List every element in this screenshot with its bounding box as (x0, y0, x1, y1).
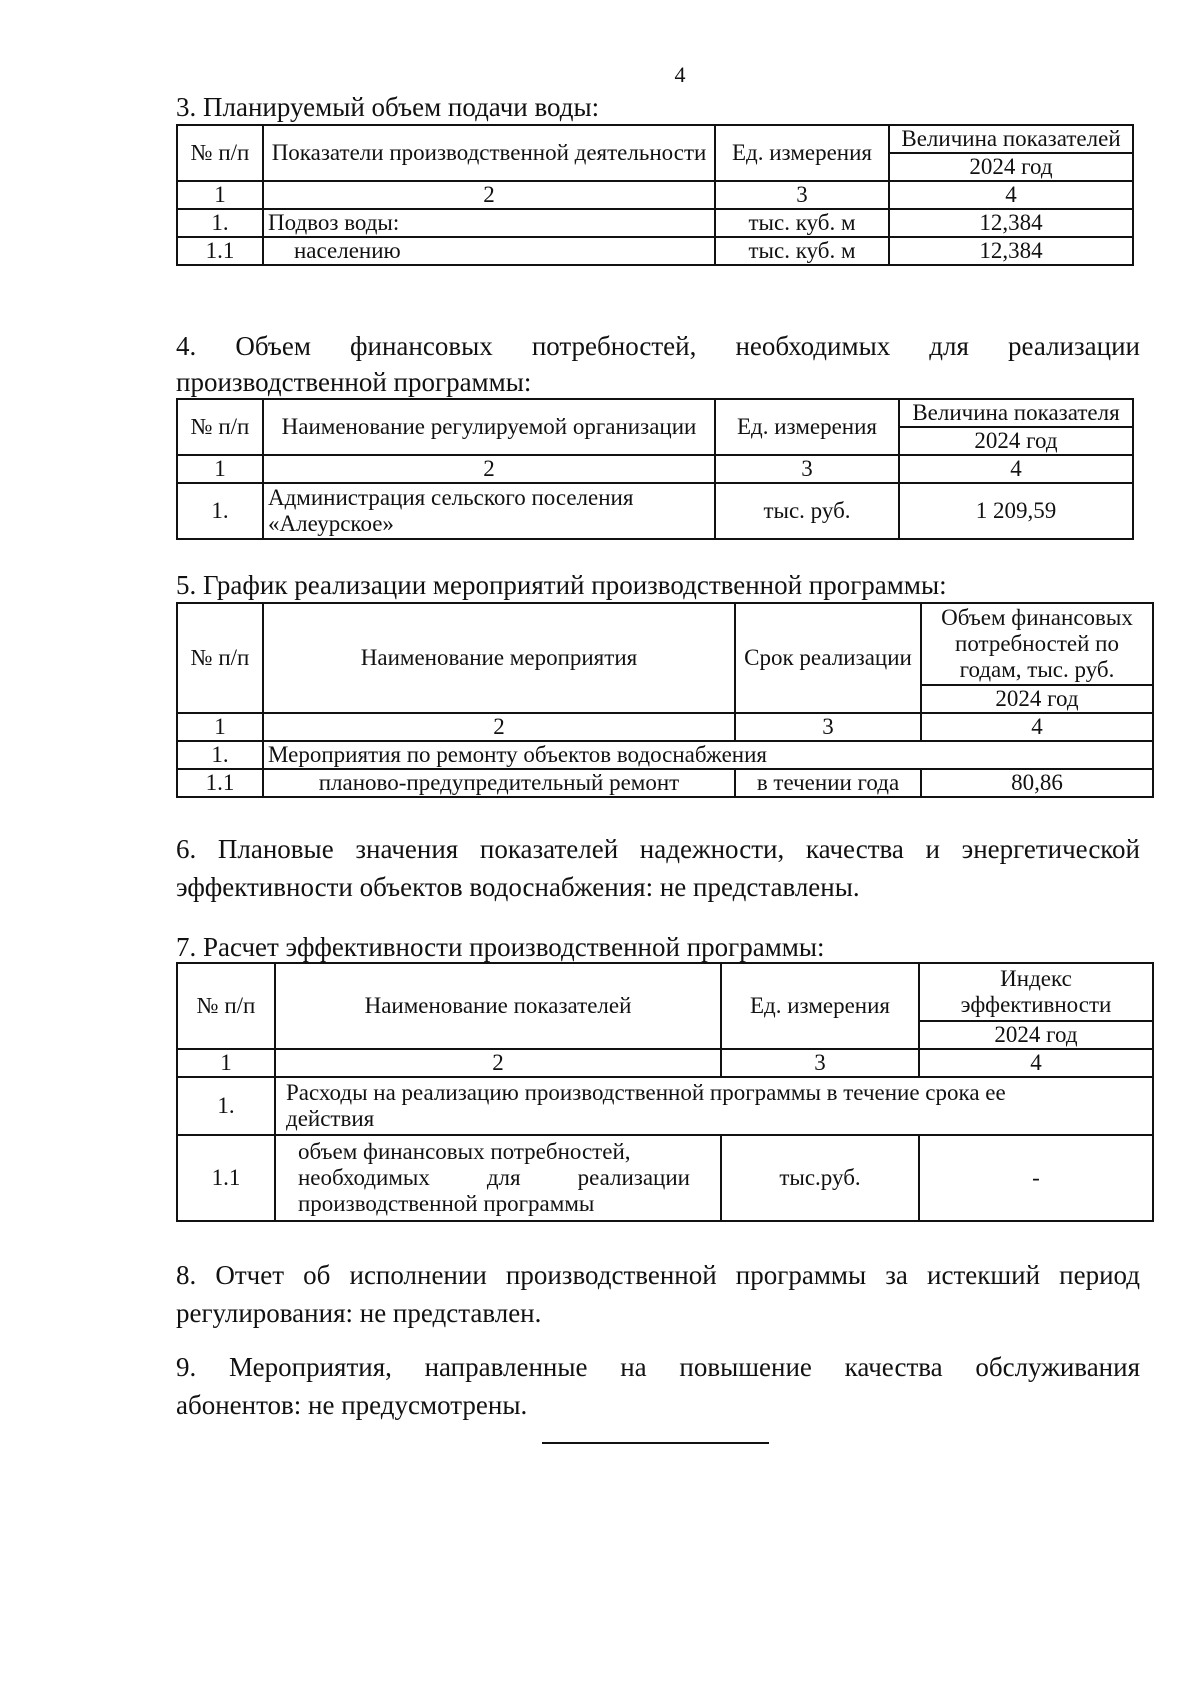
index-cell: 1 (177, 455, 263, 483)
row-num: 1.1 (177, 237, 263, 265)
section-8-text (176, 1256, 1140, 1332)
row-value: 1 209,59 (899, 483, 1133, 539)
row-name: Подвоз воды: (263, 209, 715, 237)
row-value: 12,384 (889, 237, 1133, 265)
financial-needs-table (176, 398, 1134, 540)
section-3-heading: 3. Планируемый объем подачи воды: (176, 92, 600, 122)
table-row (177, 1135, 1153, 1221)
index-cell: 1 (177, 181, 263, 209)
section-8-line2: регулирования: не представлен. (176, 1298, 542, 1328)
row-value: - (919, 1135, 1153, 1221)
col-num-header: № п/п (177, 603, 263, 713)
section-6-text (176, 830, 1140, 906)
col-unit-header: Ед. измерения (715, 125, 889, 181)
row-num: 1.1 (177, 769, 263, 797)
row-num: 1. (177, 209, 263, 237)
water-supply-table (176, 124, 1134, 266)
row-value: 80,86 (921, 769, 1153, 797)
index-cell: 1 (177, 713, 263, 741)
col-num-header: № п/п (177, 399, 263, 455)
index-cell: 1 (177, 1049, 275, 1077)
col-year-header: 2024 год (889, 153, 1133, 181)
row-term: в течении года (735, 769, 921, 797)
closing-line (542, 1442, 769, 1444)
row-name-line3: производственной программы (298, 1191, 595, 1216)
row-name: планово-предупредительный ремонт (263, 769, 735, 797)
row-unit: тыс. куб. м (715, 237, 889, 265)
col-value-header: Величина показателей (889, 125, 1133, 153)
index-cell: 3 (721, 1049, 919, 1077)
row-num: 1. (177, 1077, 275, 1135)
section-8-line1: 8. Отчет об исполнении производственной программы за истекший период (176, 1260, 1140, 1290)
row-num: 1. (177, 483, 263, 539)
row-value: 12,384 (889, 209, 1133, 237)
index-cell: 2 (275, 1049, 721, 1077)
section-5-heading: 5. График реализации мероприятий производственной программы: (176, 570, 947, 600)
col-term-header: Срок реализации (735, 603, 921, 713)
row-num: 1. (177, 741, 263, 769)
col-year-header: 2024 год (921, 685, 1153, 713)
index-cell: 4 (899, 455, 1133, 483)
table-row (177, 209, 1133, 237)
col-org-header: Наименование регулируемой организации (263, 399, 715, 455)
col-year-header: 2024 год (899, 427, 1133, 455)
section-6-line2: эффективности объектов водоснабжения: не представлены. (176, 872, 860, 902)
schedule-table (176, 602, 1154, 798)
col-num-header: № п/п (177, 125, 263, 181)
index-cell: 3 (715, 455, 899, 483)
section-9-line2: абонентов: не предусмотрены. (176, 1390, 528, 1420)
table-row (177, 741, 1153, 769)
col-unit-header: Ед. измерения (721, 963, 919, 1049)
index-cell: 4 (889, 181, 1133, 209)
table-row (177, 483, 1133, 539)
col-unit-header: Ед. измерения (715, 399, 899, 455)
section-4-heading-line1: 4. Объем финансовых потребностей, необходимых для реализации (176, 331, 1140, 361)
col-name-header: Наименование показателей (275, 963, 721, 1049)
table-row (177, 1077, 1153, 1135)
index-cell: 2 (263, 181, 715, 209)
col-value-header: Величина показателя (899, 399, 1133, 427)
index-cell: 4 (921, 713, 1153, 741)
col-index-header: Индекс эффективности (919, 963, 1153, 1021)
col-fin-header: Объем финансовых потребностей по годам, тыс. руб. (921, 603, 1153, 685)
section-7-heading: 7. Расчет эффективности производственной программы: (176, 932, 825, 962)
index-cell: 4 (919, 1049, 1153, 1077)
index-cell: 3 (715, 181, 889, 209)
index-cell: 2 (263, 455, 715, 483)
page-number: 4 (674, 62, 686, 87)
row-org: Администрация сельского поселения «Алеурское» (263, 483, 715, 539)
section-4-heading (176, 328, 1140, 400)
col-event-header: Наименование мероприятия (263, 603, 735, 713)
row-num: 1.1 (177, 1135, 275, 1221)
table-row (177, 769, 1153, 797)
row-name (275, 1135, 721, 1221)
row-group-name: Расходы на реализацию производственной программы в течение срока ее действия (275, 1077, 1153, 1135)
col-year-header: 2024 год (919, 1021, 1153, 1049)
section-6-line1: 6. Плановые значения показателей надежности, качества и энергетической (176, 834, 1140, 864)
efficiency-table (176, 962, 1154, 1222)
row-name-line1: объем финансовых потребностей, (298, 1139, 631, 1164)
row-group-name: Мероприятия по ремонту объектов водоснабжения (263, 741, 1153, 769)
section-9-text (176, 1348, 1140, 1424)
table-row (177, 237, 1133, 265)
row-name: населению (263, 237, 715, 265)
index-cell: 2 (263, 713, 735, 741)
section-9-line1: 9. Мероприятия, направленные на повышение качества обслуживания (176, 1352, 1140, 1382)
index-cell: 3 (735, 713, 921, 741)
row-name-line2: необходимых для реализации (298, 1165, 690, 1190)
col-indicators-header: Показатели производственной деятельности (263, 125, 715, 181)
row-unit: тыс. руб. (715, 483, 899, 539)
section-4-heading-line2: производственной программы: (176, 367, 532, 397)
col-num-header: № п/п (177, 963, 275, 1049)
row-unit: тыс.руб. (721, 1135, 919, 1221)
row-unit: тыс. куб. м (715, 209, 889, 237)
